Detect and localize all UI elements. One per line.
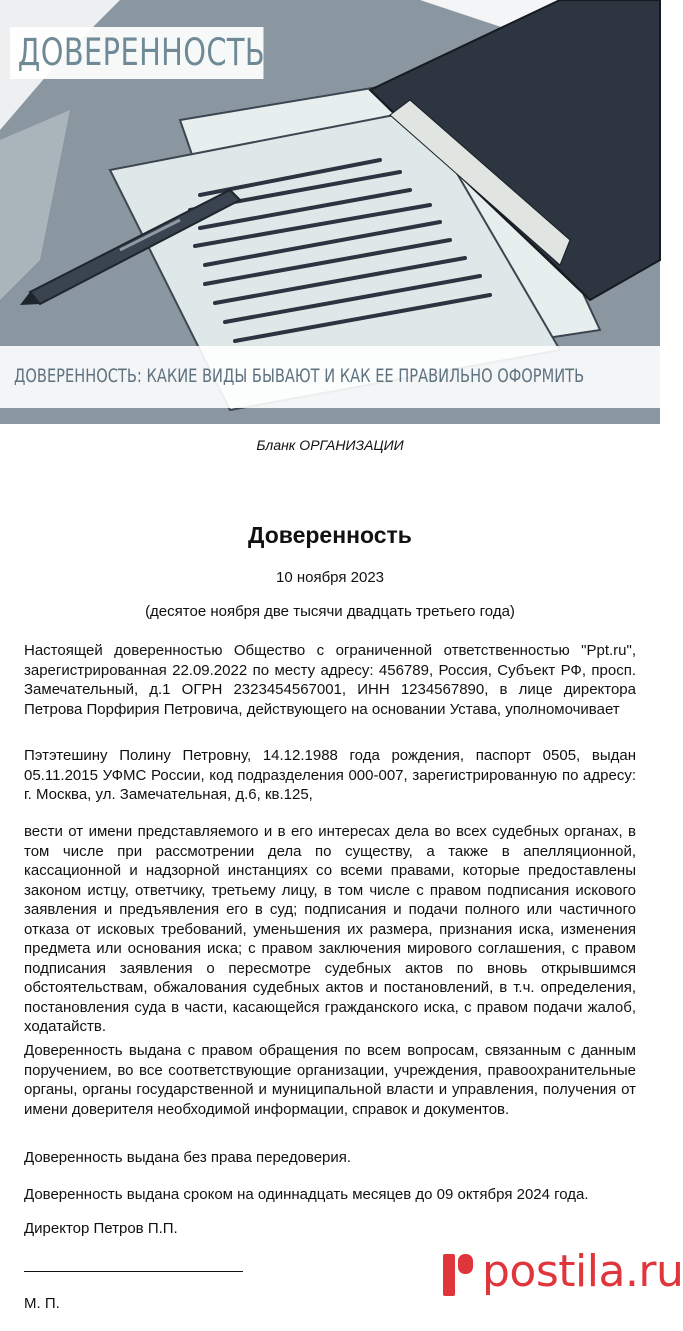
hero-title: ДОВЕРЕННОСТЬ <box>10 27 264 79</box>
seal-placeholder: М. П. <box>24 1295 60 1312</box>
letterhead: Бланк ОРГАНИЗАЦИИ <box>256 437 404 453</box>
signatory: Директор Петров П.П. <box>24 1220 178 1237</box>
paragraph-scope: Доверенность выдана с правом обращения по всем вопросам, связанным с данным поручением, во все соответствующие организации, учреждения, правоохранительные органы, органы государственной и муниципальной власти и управления, получения от имени доверителя необходимой информации, справок и документов. <box>24 1042 636 1118</box>
document-title: Доверенность <box>248 522 412 548</box>
document-date: 10 ноября 2023 <box>275 569 385 586</box>
signature-line <box>24 1271 243 1272</box>
paragraph-no-delegation: Доверенность выдана без права передоверия. <box>24 1149 352 1166</box>
watermark <box>440 1242 683 1322</box>
watermark-text: postila.ru <box>482 1246 683 1297</box>
paragraph-term: Доверенность выдана сроком на одиннадцать месяцев до 09 октября 2024 года. <box>24 1186 589 1203</box>
document-date-words: (десятое ноября две тысячи двадцать третьего года) <box>145 603 515 620</box>
hero-subtitle: ДОВЕРЕННОСТЬ: КАКИЕ ВИДЫ БЫВАЮТ И КАК ЕЕ ПРАВИЛЬНО ОФОРМИТЬ <box>14 366 585 387</box>
paragraph-representative: Пэтэтешину Полину Петровну, 14.12.1988 года рождения, паспорт 0505, выдан 05.11.2015 УФМС России, код подразделения 000-007, зарегистрированную по адресу: г. Москва, ул. Замечательная, д.6, кв.125, <box>24 747 636 803</box>
paragraph-powers: вести от имени представляемого и в его интересах дела во всех судебных органах, в том числе при рассмотрении дела по существу, а также в апелляционной, кассационной и надзорной инстанциях со всеми правами, которые предоставлены законом истцу, ответчику, третьему лицу, в том числе с правом подписания искового заявления и предъявления его в суд; подписания и подачи полного или частичного отказа от исковых требований, уменьшения их размера, признания иска, изменения предмета или основания иска; с правом заключения мирового соглашения, с правом подписания заявления о пересмотре судебных актов по вновь открывшимся обстоятельствам, обжалования судебных актов и постановлений, в т.ч. определения, постановления суда в части, касающейся гражданского иска, с правом подачи жалоб, ходатайств. <box>24 823 636 1035</box>
hero-image <box>0 0 660 424</box>
paragraph-principal: Настоящей доверенностью Общество с ограниченной ответственностью "Ppt.ru", зарегистрированная 22.09.2022 по месту адресу: 456789, Россия, Субъект РФ, просп. Замечательный, д.1 ОГРН 2323454567001, ИНН 1234567890, в лице директора Петрова Порфирия Петровича, действующего на основании Устава, уполномочивает <box>24 642 636 718</box>
postila-logo-icon <box>440 1252 476 1298</box>
